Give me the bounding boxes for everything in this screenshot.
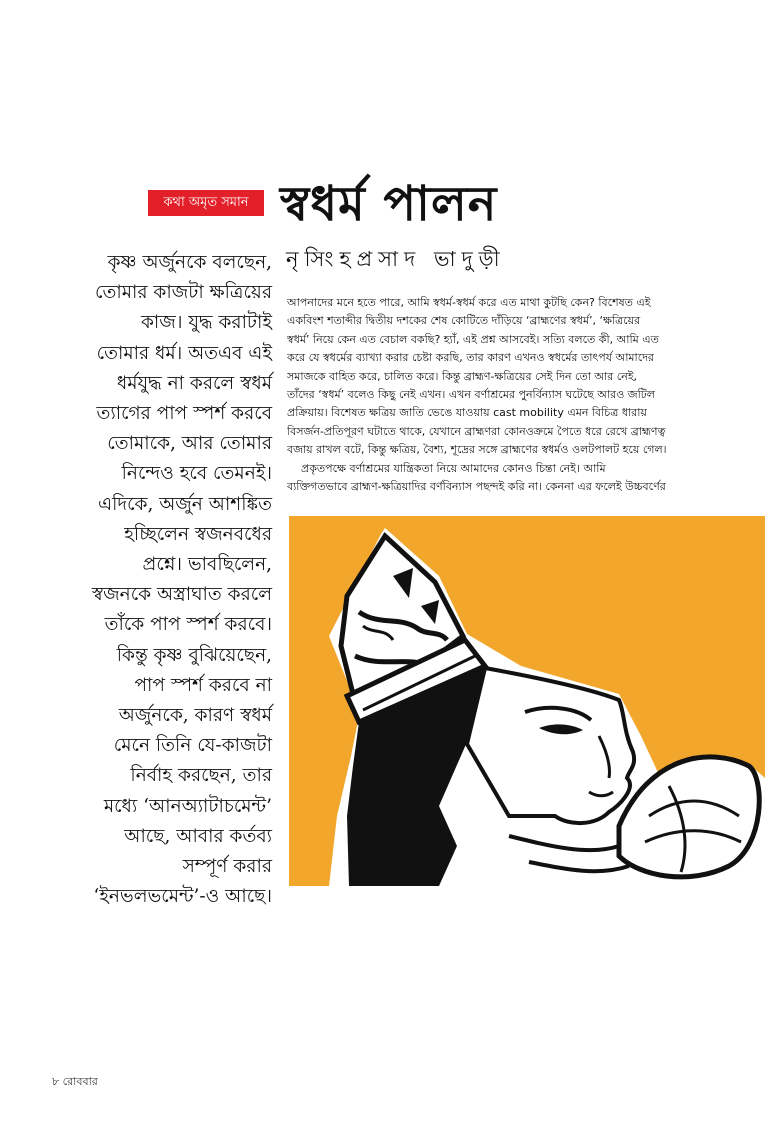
pull-quote-line: কিন্তু কৃষ্ণ বুঝিয়েছেন,	[116, 644, 272, 666]
pull-quote-line: এদিকে, অর্জুন আশঙ্কিত	[98, 493, 272, 515]
pull-quote-line: তাঁকে পাপ স্পর্শ করবে।	[104, 614, 272, 636]
pull-quote-line: মধ্যে ‘আনঅ্যাটাচমেন্ট’	[103, 795, 272, 817]
body-line: স্বধর্ম’ নিয়ে কেন এত বেচাল বকছি? হ্যাঁ, এই প্রশ্ন আসবেই। সত্যি বলতে কী, আমি এত	[287, 332, 659, 346]
pull-quote-line: প্রশ্নে। ভাবছিলেন,	[142, 554, 272, 576]
body-line: একবিংশ শতাব্দীর দ্বিতীয় দশকের শেষ কোটিতে দাঁড়িয়ে ‘ব্রাহ্মণের স্বধর্ম’, ‘ক্ষত্রিয়ের	[287, 314, 641, 328]
pull-quote-line: নিন্দেও হবে তেমনই।	[121, 463, 272, 485]
pull-quote-line: হচ্ছিলেন স্বজনবধের	[124, 523, 272, 545]
krishna-illustration-icon	[289, 516, 765, 886]
article-title: স্বধর্ম পালন	[280, 176, 498, 232]
body-line: বিসর্জন-প্রতিপূরণ ঘটাতে থাকে, যেখানে ব্রাহ্মণরা কোনওক্রমে পৈতে ধরে রেখে ব্রাহ্মণত্ব	[287, 424, 666, 438]
pull-quote-line: পাপ স্পর্শ করবে না	[134, 674, 272, 696]
pull-quote-line: সম্পূর্ণ করার	[182, 856, 272, 878]
body-line: করে যে স্বধর্মের ব্যাখ্যা করার চেষ্টা করছি, তার কারণ এখনও স্বধর্মের তাৎপর্য আমাদের	[287, 351, 654, 365]
body-line: সমাজকে বাহিত করে, চালিত করে। কিন্তু ব্রাহ্মণ-ক্ষত্রিয়ের সেই দিন তো আর নেই,	[287, 369, 638, 383]
article-body	[287, 294, 737, 494]
body-line: ব্যক্তিগতভাবে ব্রাহ্মণ-ক্ষত্রিয়াদির বর্ণবিন্যাস পছন্দই করি না। কেননা এর ফলেই উচ্চবর্ণের	[287, 480, 666, 494]
pull-quote-line: নির্বাহ করছেন, তার	[130, 765, 272, 787]
body-line: প্রক্রিয়ায়। বিশেষত ক্ষত্রিয় জাতি ভেঙে যাওয়ায় cast mobility এমন বিচিত্র ধারায়	[287, 406, 647, 420]
author-byline: নৃসিংহপ্রসাদ ভাদুড়ী	[286, 247, 506, 271]
pull-quote-line: ত্যাগের পাপ স্পর্শ করবে	[96, 403, 272, 425]
body-line: বজায় রাখল বটে, কিন্তু ক্ষত্রিয়, বৈশ্য, শূদ্রের সঙ্গে ব্রাহ্মণের স্বধর্মও ওলটপালট হয়ে গেল।	[287, 443, 667, 457]
pull-quote-line: কৃষ্ণ অর্জুনকে বলছেন,	[107, 252, 272, 273]
body-line: প্রকৃতপক্ষে বর্ণাশ্রমের যান্ত্রিকতা নিয়ে আমাদের কোনও চিন্তা নেই। আমি	[301, 461, 606, 475]
body-line: আপনাদের মনে হতে পারে, আমি স্বধর্ম-স্বধর্ম করে এত মাথা কুটছি কেন? বিশেষত এই	[287, 296, 651, 309]
pull-quote-line: তোমার কাজটা ক্ষত্রিয়ের	[94, 282, 272, 304]
pull-quote-line: মেনে তিনি যে-কাজটা	[113, 735, 272, 757]
pull-quote-line: ‘ইনভলভমেন্ট’-ও আছে।	[93, 886, 272, 908]
pull-quote-line: ধর্মযুদ্ধ না করলে স্বধর্ম	[116, 372, 272, 394]
pull-quote-line: তোমার ধর্ম। অতএব এই	[96, 342, 272, 364]
illustration-panel	[289, 516, 765, 886]
pull-quote-line: অর্জুনকে, কারণ স্বধর্ম	[118, 705, 272, 727]
section-tag: কথা অমৃত সমান	[148, 190, 264, 216]
pull-quote-line: কাজ। যুদ্ধ করাটাই	[140, 312, 272, 334]
pull-quote	[52, 248, 272, 908]
pull-quote-line: আছে, আবার কর্তব্য	[124, 825, 272, 847]
body-line: তাঁদের ‘স্বধর্ম’ বলেও কিছু নেই এখন। এখন বর্ণাশ্রমের পুনর্বিন্যাস ঘটেছে আরও জটিল	[287, 388, 655, 402]
pull-quote-line: স্বজনকে অস্ত্রাঘাত করলে	[91, 584, 272, 606]
page-folio: ৮ রোববার	[52, 1075, 98, 1088]
pull-quote-line: তোমাকে, আর তোমার	[107, 433, 272, 455]
